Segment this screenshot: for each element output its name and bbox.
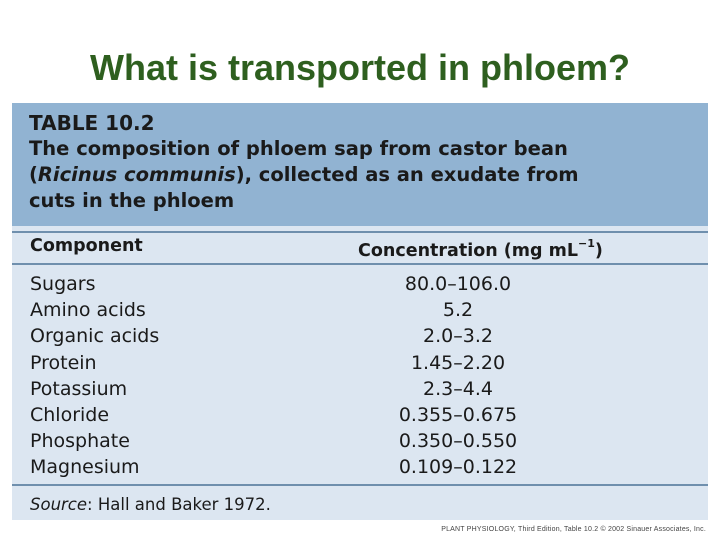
concentration-header-exponent: −1 bbox=[578, 237, 595, 250]
cell-component: Chloride bbox=[30, 403, 110, 426]
cell-component: Phosphate bbox=[30, 430, 130, 453]
table-row bbox=[12, 402, 708, 428]
table-label: TABLE 10.2 bbox=[29, 111, 155, 135]
cell-concentration: 80.0–106.0 bbox=[404, 273, 512, 295]
cell-component: Organic acids bbox=[30, 325, 160, 348]
table-row bbox=[12, 350, 708, 376]
header-rule-bottom bbox=[12, 263, 708, 265]
caption-line-3: cuts in the phloem bbox=[29, 189, 235, 212]
slide-title: What is transported in phloem? bbox=[89, 47, 631, 88]
cell-component: Magnesium bbox=[30, 456, 140, 479]
cell-concentration: 0.355–0.675 bbox=[398, 403, 518, 426]
table-header-band bbox=[12, 103, 708, 226]
cell-concentration: 2.0–3.2 bbox=[423, 325, 493, 348]
concentration-header-close: ) bbox=[594, 240, 603, 261]
column-header-component: Component bbox=[30, 236, 143, 256]
source-label: Source bbox=[30, 495, 88, 514]
table-row bbox=[12, 454, 708, 480]
column-header-concentration bbox=[358, 234, 603, 263]
table-bottom-rule bbox=[12, 484, 708, 486]
table-row bbox=[12, 376, 708, 402]
table-figure bbox=[12, 103, 708, 520]
table-row bbox=[12, 271, 708, 297]
cell-concentration: 0.350–0.550 bbox=[398, 430, 518, 453]
cell-component: Sugars bbox=[30, 273, 96, 295]
cell-component: Potassium bbox=[30, 377, 128, 400]
cell-concentration: 1.45–2.20 bbox=[410, 351, 506, 374]
copyright-credit: PLANT PHYSIOLOGY, Third Edition, Table 10.2 © 2002 Sinauer Associates, Inc. bbox=[441, 526, 706, 533]
cell-component: Protein bbox=[30, 351, 97, 374]
cell-concentration: 2.3–4.4 bbox=[423, 377, 493, 400]
header-rule-top bbox=[12, 231, 708, 233]
caption-paren-open: ( bbox=[29, 163, 38, 186]
cell-concentration: 5.2 bbox=[442, 299, 474, 322]
caption-line-2 bbox=[29, 162, 689, 188]
table-source bbox=[30, 494, 271, 516]
caption-line-1: The composition of phloem sap from castor bean bbox=[29, 137, 568, 160]
table-body bbox=[12, 271, 708, 481]
table-row bbox=[12, 297, 708, 323]
concentration-header-text: Concentration (mg mL bbox=[358, 240, 579, 261]
table-caption bbox=[29, 136, 689, 214]
cell-component: Amino acids bbox=[30, 299, 146, 322]
caption-species-name: Ricinus communis bbox=[37, 163, 236, 186]
table-row bbox=[12, 323, 708, 349]
caption-line-2-rest: ), collected as an exudate from bbox=[235, 163, 579, 186]
table-row bbox=[12, 428, 708, 454]
source-text: : Hall and Baker 1972. bbox=[87, 495, 271, 514]
cell-concentration: 0.109–0.122 bbox=[398, 456, 518, 479]
